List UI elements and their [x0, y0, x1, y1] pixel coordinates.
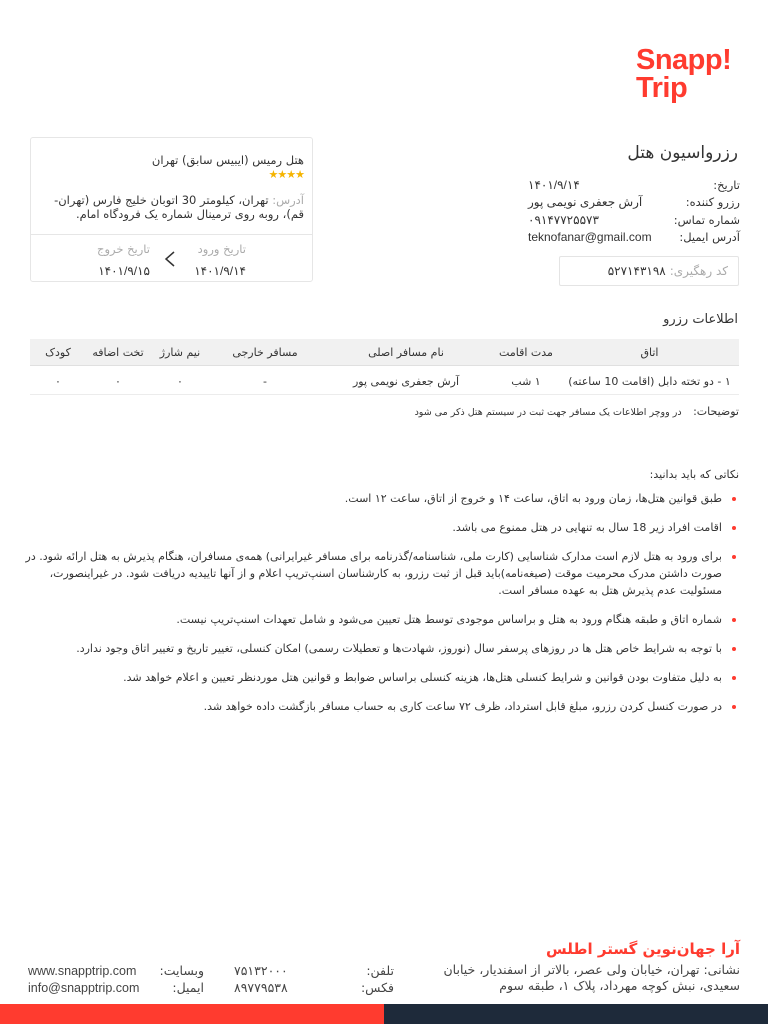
footer-website-row: [28, 962, 204, 979]
footer-phone-value: ۷۵۱۳۲۰۰۰: [234, 964, 288, 978]
checkin-label: تاریخ ورود: [197, 242, 246, 256]
footer-fax-value: ۸۹۷۷۹۵۳۸: [234, 981, 288, 995]
chevron-left-icon: [164, 251, 176, 267]
cell-half-charge: ۰: [177, 375, 183, 388]
footer-website-link[interactable]: www.snapptrip.com: [28, 963, 137, 978]
email-label: آدرس ایمیل:: [679, 230, 740, 245]
header-room: اتاق: [640, 346, 659, 359]
checkout-value: ۱۴۰۱/۹/۱۵: [98, 264, 150, 278]
tracking-label: کد رهگیری:: [669, 264, 728, 278]
header-extra-bed: تخت اضافه: [92, 346, 144, 359]
header-main-guest: نام مسافر اصلی: [368, 346, 444, 359]
header-stay: مدت اقامت: [499, 346, 553, 359]
tracking-code-box: [559, 256, 739, 286]
snapptrip-logo: [636, 46, 740, 102]
detail-phone: [528, 211, 740, 229]
list-item: شماره اتاق و طبقه هنگام ورود به هتل و براساس موجودی توسط هتل تعیین می‌شود و شامل تعهدات اسنپ‌تریپ نیست.: [23, 611, 738, 628]
footer-web-email: [28, 962, 204, 996]
footer-phone-row: [234, 962, 394, 979]
list-item: در صورت کنسل کردن رزرو، مبلغ قابل استرداد، ظرف ۷۲ ساعت کاری به حساب مسافر بازگشت داده خواهد شد.: [23, 698, 738, 715]
list-item: طبق قوانین هتل‌ها، زمان ورود به اتاق، ساعت ۱۴ و خروج از اتاق، ساعت ۱۲ است.: [23, 490, 738, 507]
header-half-charge: نیم شارژ: [159, 346, 201, 359]
header-child: کودک: [45, 346, 71, 359]
booking-description: [415, 405, 739, 418]
notes-list: [23, 490, 738, 727]
booking-table-header: [30, 339, 739, 366]
footer-email-link[interactable]: info@snapptrip.com: [28, 980, 140, 995]
hotel-card: [30, 137, 313, 282]
cell-foreign: -: [263, 375, 267, 388]
star-rating-icon: ★★★★: [268, 168, 304, 181]
list-item: به دلیل متفاوت بودن قوانین و شرایط کنسلی هتل‌ها، هزینه کنسلی براساس ضوابط و قوانین هتل موردنظر تعیین و اعلام خواهد شد.: [23, 669, 738, 686]
cell-child: ۰: [55, 375, 61, 388]
hotel-address-label: آدرس:: [272, 193, 304, 207]
list-item: اقامت افراد زیر 18 سال به تنهایی در هتل ممنوع می باشد.: [23, 519, 738, 536]
footer-fax-row: [234, 979, 394, 996]
logo-line-1: Snapp!: [636, 44, 732, 76]
footer-address: [422, 962, 740, 994]
footer-phone-label: تلفن:: [366, 963, 394, 978]
hotel-address-value: تهران، کیلومتر 30 اتوبان خلیج فارس (تهران-قم)، روبه روی ترمینال شماره یک فرودگاه امام.: [54, 193, 304, 221]
header-foreign: مسافر خارجی: [232, 346, 298, 359]
cell-room: ۱ - دو تخته دابل (اقامت 10 ساعته): [568, 375, 731, 388]
checkin-value: ۱۴۰۱/۹/۱۴: [194, 264, 246, 278]
tracking-value: ۵۲۷۱۴۳۱۹۸: [607, 264, 666, 278]
footer-address-value: تهران، خیابان ولی عصر، بالاتر از اسفندیار، خیابان سعیدی، نبش کوچه مهرداد، پلاک ۱، طبقه سوم: [443, 962, 740, 993]
date-value: ۱۴۰۱/۹/۱۴: [528, 177, 580, 192]
booking-section-title: اطلاعات رزرو: [663, 312, 738, 327]
detail-email: [528, 229, 740, 247]
checkout-date: [97, 242, 150, 278]
page-title: رزرواسیون هتل: [627, 143, 738, 163]
checkin-date: [194, 242, 246, 278]
footer-address-label: نشانی:: [703, 962, 740, 977]
footer-email-row: [28, 979, 204, 996]
company-name: آرا جهان‌نوین گستر اطلس: [546, 940, 740, 958]
cell-extra-bed: ۰: [115, 375, 121, 388]
table-row: [30, 368, 739, 395]
booker-label: رزرو کننده:: [685, 195, 740, 210]
hotel-name: هتل رمیس (ایبیس سابق) تهران: [151, 153, 304, 167]
phone-label: شماره تماس:: [673, 212, 740, 227]
checkout-label: تاریخ خروج: [97, 242, 150, 256]
list-item: برای ورود به هتل لازم است مدارک شناسایی (کارت ملی، شناسنامه/گذرنامه برای مسافر غیرایرانی) همه‌ی مسافران، هنگام پذیرش به هتل ارائه شود. در صورت داشتن مدرک محرمیت موقت (صیغه‌نامه)باید قبل از ثبت رزرو، به کارشناسان اسنپ‌تریپ اعلام و از آنها تاییدیه دریافت شود. در غیراینصورت، مسئولیت عدم پذیرش هتل به عهده مسافر است.: [23, 548, 738, 599]
card-divider: [31, 234, 312, 235]
email-value: teknofanar@gmail.com: [528, 230, 652, 245]
logo-line-2: Trip: [636, 72, 688, 104]
phone-value: ۰۹۱۴۷۷۲۵۵۷۳: [528, 212, 599, 227]
description-label: توضیحات:: [693, 405, 739, 418]
list-item: با توجه به شرایط خاص هتل ها در روزهای پرسفر سال (نوروز، شهادت‌ها و تعطیلات رسمی) امکان کنسلی، تغییر تاریخ و تغییر اتاق وجود ندارد.: [23, 640, 738, 657]
reservation-details: [528, 176, 740, 246]
footer-website-label: وبسایت:: [159, 963, 204, 978]
footer-phone-fax: [234, 962, 394, 996]
footer-bar-red: [0, 1004, 384, 1024]
detail-booker: [528, 194, 740, 212]
notes-title: نکاتی که باید بدانید:: [649, 468, 739, 481]
footer-bar-dark: [384, 1004, 768, 1024]
hotel-address: [36, 193, 304, 221]
detail-date: [528, 176, 740, 194]
cell-main-guest: آرش جعفری نویمی پور: [352, 375, 460, 388]
date-label: تاریخ:: [713, 177, 740, 192]
cell-stay: ۱ شب: [511, 375, 541, 388]
footer-email-label: ایمیل:: [172, 980, 204, 995]
footer-fax-label: فکس:: [360, 980, 394, 995]
booker-value: آرش جعفری نویمی پور: [528, 195, 643, 210]
description-value: در ووچر اطلاعات یک مسافر جهت ثبت در سیستم هتل ذکر می شود: [414, 407, 682, 418]
